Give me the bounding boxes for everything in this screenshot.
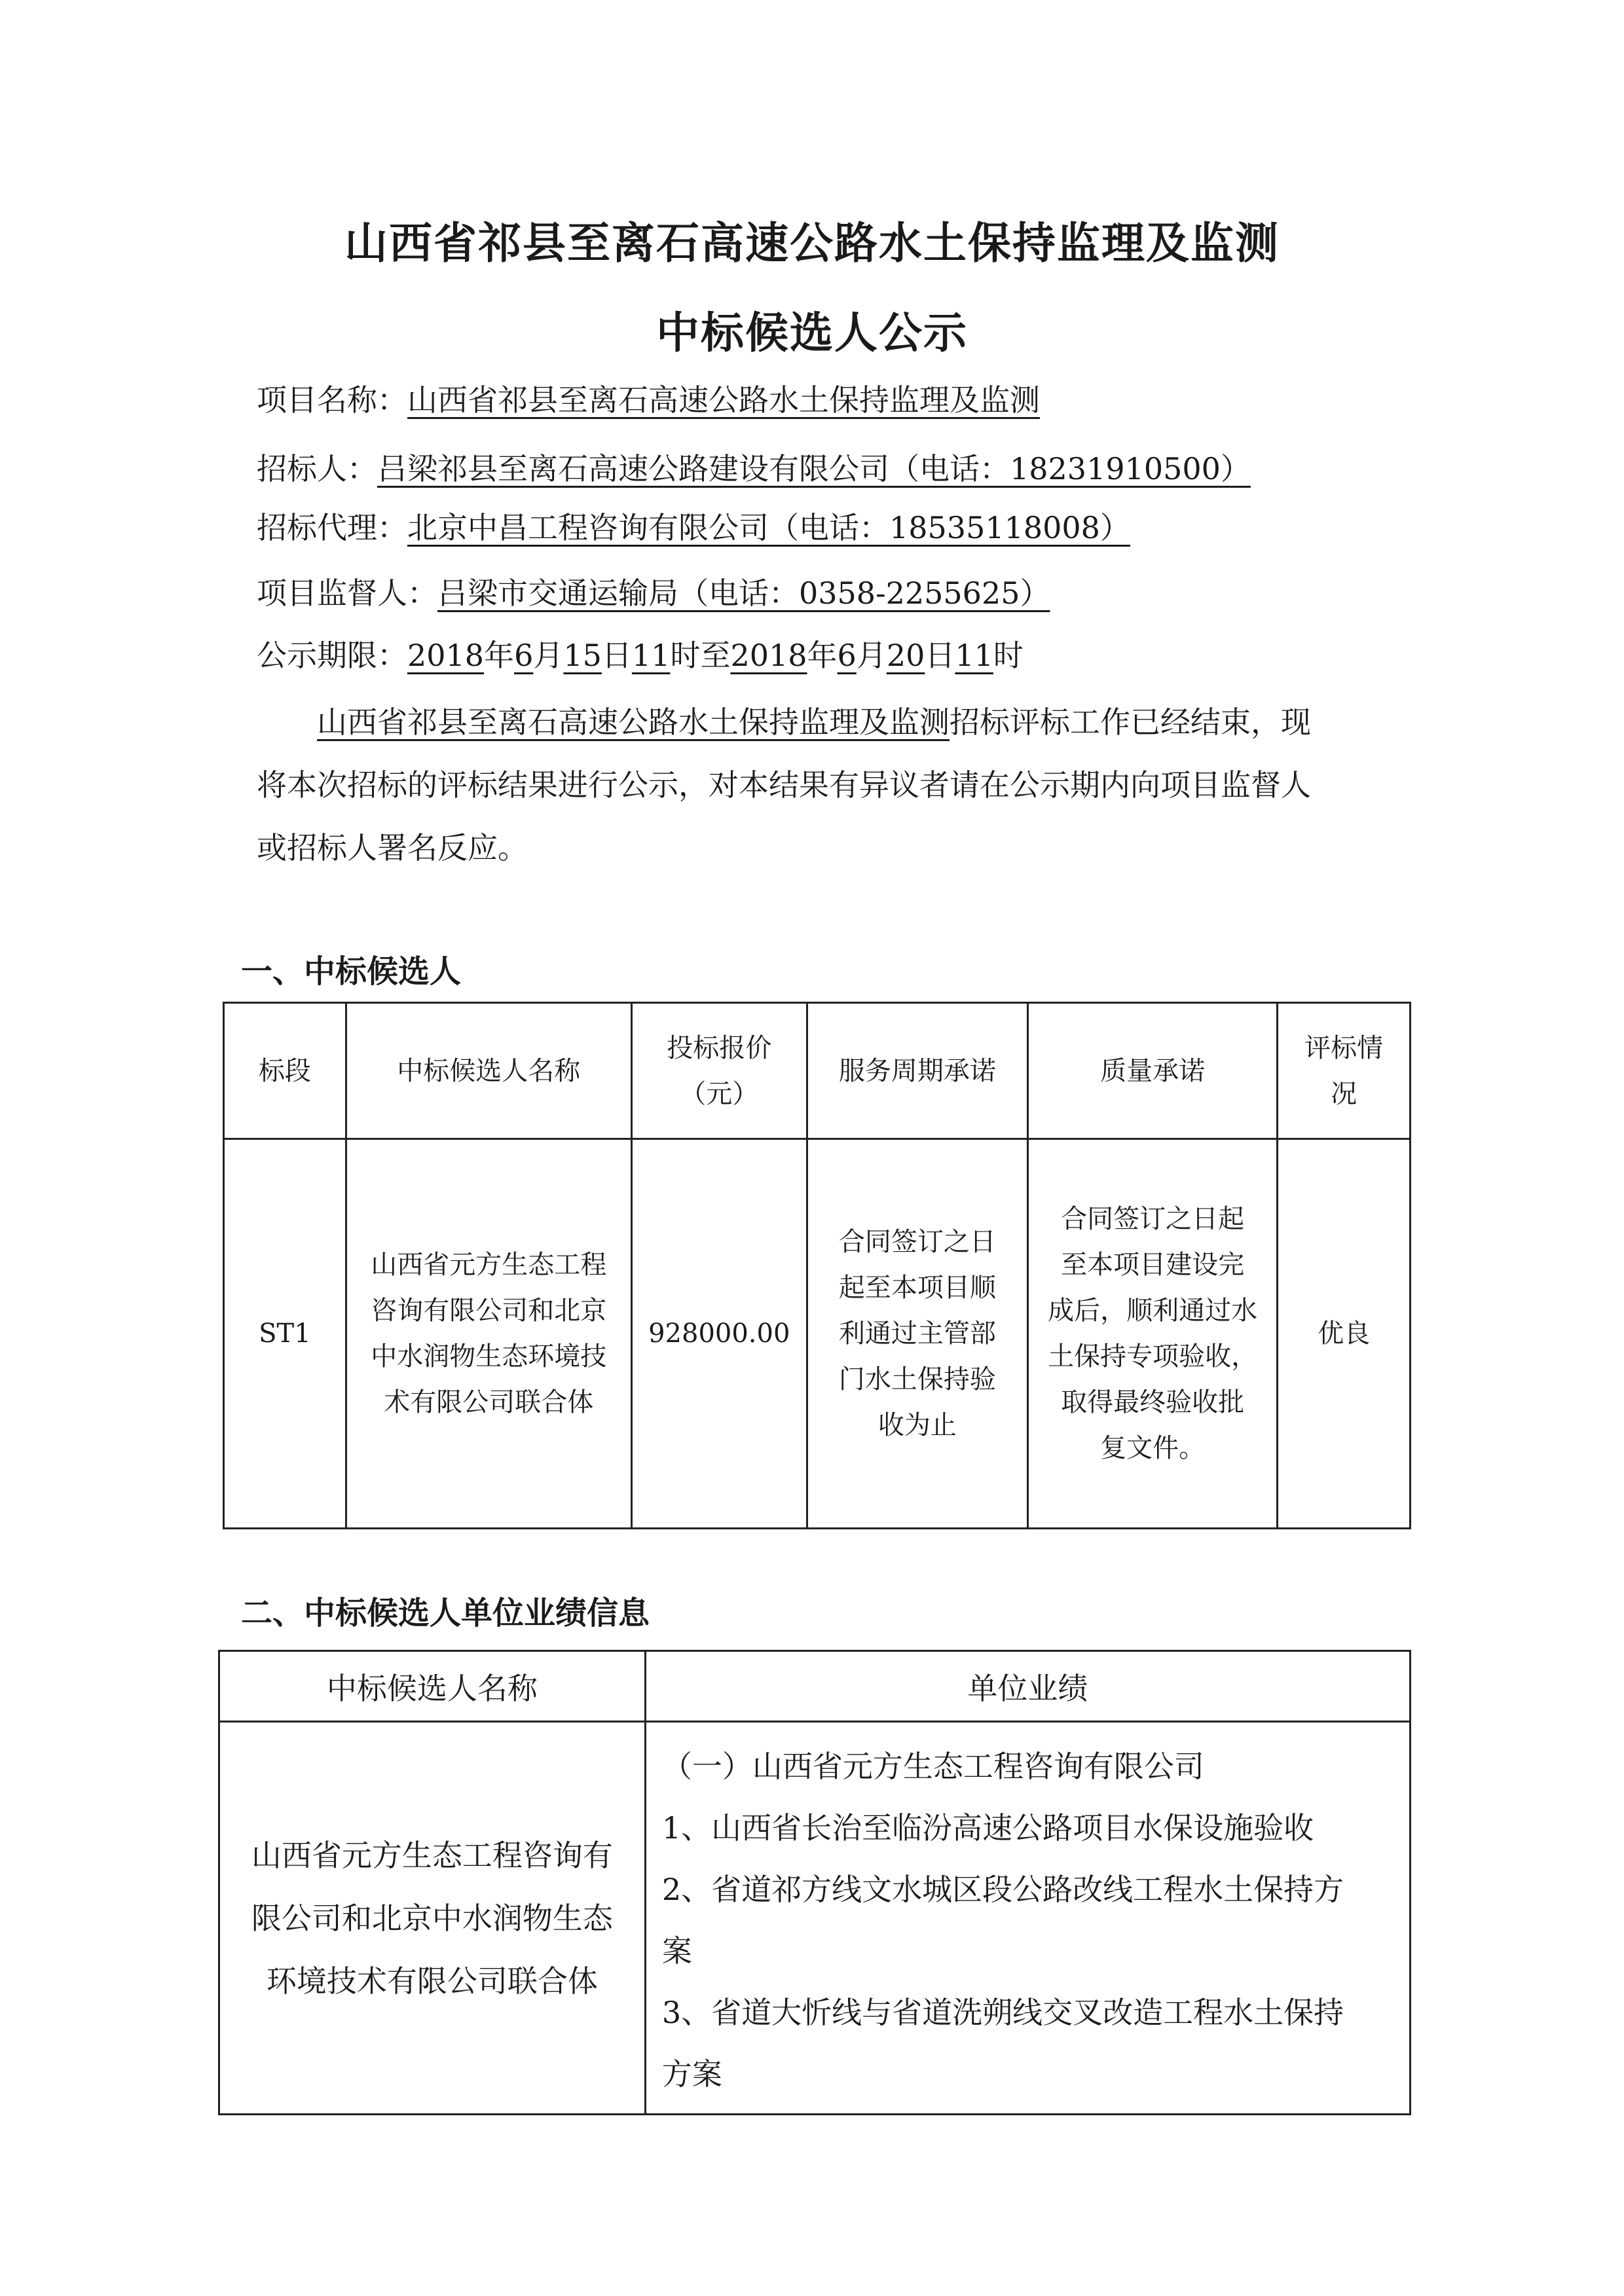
achievement-item: 2、省道祁方线文水城区段公路改线工程水土保持方 <box>661 1872 1344 1907</box>
header-service-period: 服务周期承诺 <box>807 1003 1027 1139</box>
period-end-day: 20 <box>886 638 925 673</box>
cell-service-period <box>807 1139 1027 1529</box>
period-end-month: 6 <box>837 638 857 673</box>
cell-line: 起至本项目顺 <box>838 1273 996 1303</box>
cell-candidate-name <box>346 1139 631 1529</box>
header-evaluation-line: 况 <box>1331 1078 1357 1109</box>
period-year-text: 年 <box>484 638 515 673</box>
header-bid-price <box>631 1003 807 1139</box>
achievement-item-continuation: 案 <box>661 1933 692 1969</box>
intro-line-3: 或招标人署名反应。 <box>257 830 528 866</box>
cell-line: 咨询有限公司和北京 <box>371 1296 607 1326</box>
candidate-table-header <box>224 1003 1411 1139</box>
cell-candidate-name <box>219 1722 646 2115</box>
header-candidate-name: 中标候选人名称 <box>219 1651 646 1722</box>
table-row <box>224 1139 1411 1529</box>
header-evaluation-line: 评标情 <box>1304 1032 1384 1063</box>
period-label: 公示期限： <box>257 638 407 673</box>
tenderer-label: 招标人： <box>257 451 377 486</box>
intro-project-name: 山西省祁县至离石高速公路水土保持监理及监测 <box>317 704 950 740</box>
candidate-table <box>223 1002 1411 1529</box>
project-name-line <box>257 376 1040 420</box>
project-name-value: 山西省祁县至离石高速公路水土保持监理及监测 <box>407 382 1040 418</box>
cell-line: 环境技术有限公司联合体 <box>266 1963 598 1999</box>
period-hour-text: 时 <box>993 638 1024 673</box>
supervisor-value: 吕梁市交通运输局（电话：0358-2255625） <box>437 575 1050 611</box>
cell-line: 术有限公司联合体 <box>384 1387 594 1417</box>
cell-line: 至本项目建设完 <box>1061 1250 1245 1280</box>
agent-line <box>257 504 1130 547</box>
period-day-text: 日 <box>601 638 632 673</box>
tenderer-value: 吕梁祁县至离石高速公路建设有限公司（电话：18231910500） <box>377 451 1251 486</box>
cell-line: 合同签订之日 <box>838 1227 996 1257</box>
cell-achievements <box>645 1722 1410 2115</box>
header-bid-price-line: 投标报价 <box>667 1032 772 1063</box>
table-row <box>219 1722 1411 2115</box>
intro-line-2: 将本次招标的评标结果进行公示，对本结果有异议者请在公示期内向项目监督人 <box>257 767 1311 803</box>
project-name-label: 项目名称： <box>257 382 407 418</box>
achievement-table-header <box>219 1651 1411 1722</box>
cell-bid-price: 928000.00 <box>631 1139 807 1529</box>
cell-section: ST1 <box>224 1139 346 1529</box>
cell-line: 土保持专项验收， <box>1048 1341 1258 1372</box>
period-line <box>257 632 1024 675</box>
period-end-year: 2018 <box>730 638 807 673</box>
period-start-month: 6 <box>514 638 534 673</box>
period-month-text: 月 <box>856 638 887 673</box>
cell-line: 复文件。 <box>1100 1433 1206 1463</box>
period-start-year: 2018 <box>407 638 485 673</box>
period-month-text: 月 <box>533 638 564 673</box>
achievement-item: 1、山西省长治至临汾高速公路项目水保设施验收 <box>661 1810 1314 1846</box>
cell-line: 取得最终验收批 <box>1061 1387 1245 1417</box>
supervisor-label: 项目监督人： <box>257 575 437 611</box>
period-day-text: 日 <box>925 638 955 673</box>
cell-line: 限公司和北京中水润物生态 <box>251 1900 613 1936</box>
achievement-company: （一）山西省元方生态工程咨询有限公司 <box>661 1749 1204 1784</box>
supervisor-line <box>257 570 1050 613</box>
header-achievements: 单位业绩 <box>645 1651 1410 1722</box>
period-end-hour: 11 <box>955 638 993 673</box>
period-start-hour: 11 <box>631 638 671 673</box>
header-bid-price-unit: （元） <box>680 1078 759 1109</box>
document-title: 山西省祁县至离石高速公路水土保持监理及监测 <box>344 217 1280 268</box>
agent-label: 招标代理： <box>257 510 407 545</box>
intro-line-1 <box>257 691 1409 754</box>
header-quality: 质量承诺 <box>1028 1003 1278 1139</box>
achievement-table <box>218 1650 1411 2115</box>
period-start-day: 15 <box>563 638 602 673</box>
period-hour-to-text: 时至 <box>670 638 731 673</box>
header-evaluation <box>1278 1003 1411 1139</box>
cell-line: 成后，顺利通过水 <box>1048 1296 1258 1326</box>
cell-line: 合同签订之日起 <box>1061 1204 1245 1234</box>
cell-line: 收为止 <box>877 1410 957 1440</box>
cell-line: 山西省元方生态工程 <box>371 1250 607 1280</box>
section-1-heading: 一、中标候选人 <box>241 953 462 990</box>
period-year-text: 年 <box>807 638 838 673</box>
cell-line: 中水润物生态环境技 <box>371 1341 607 1372</box>
cell-quality <box>1028 1139 1278 1529</box>
achievement-item-continuation: 方案 <box>661 2056 722 2092</box>
tenderer-line <box>257 445 1251 488</box>
cell-line: 山西省元方生态工程咨询有 <box>251 1837 613 1873</box>
achievement-item: 3、省道大忻线与省道洗朔线交叉改造工程水土保持 <box>661 1995 1344 2030</box>
cell-evaluation: 优良 <box>1278 1139 1411 1529</box>
header-candidate-name: 中标候选人名称 <box>346 1003 631 1139</box>
intro-paragraph <box>257 691 1409 879</box>
cell-line: 利通过主管部 <box>838 1319 996 1349</box>
header-section: 标段 <box>224 1003 346 1139</box>
section-2-heading: 二、中标候选人单位业绩信息 <box>241 1595 650 1631</box>
cell-line: 门水土保持验 <box>838 1364 996 1394</box>
document-subtitle: 中标候选人公示 <box>656 307 968 358</box>
intro-text: 招标评标工作已经结束，现 <box>950 704 1311 740</box>
agent-value: 北京中昌工程咨询有限公司（电话：18535118008） <box>407 510 1130 545</box>
